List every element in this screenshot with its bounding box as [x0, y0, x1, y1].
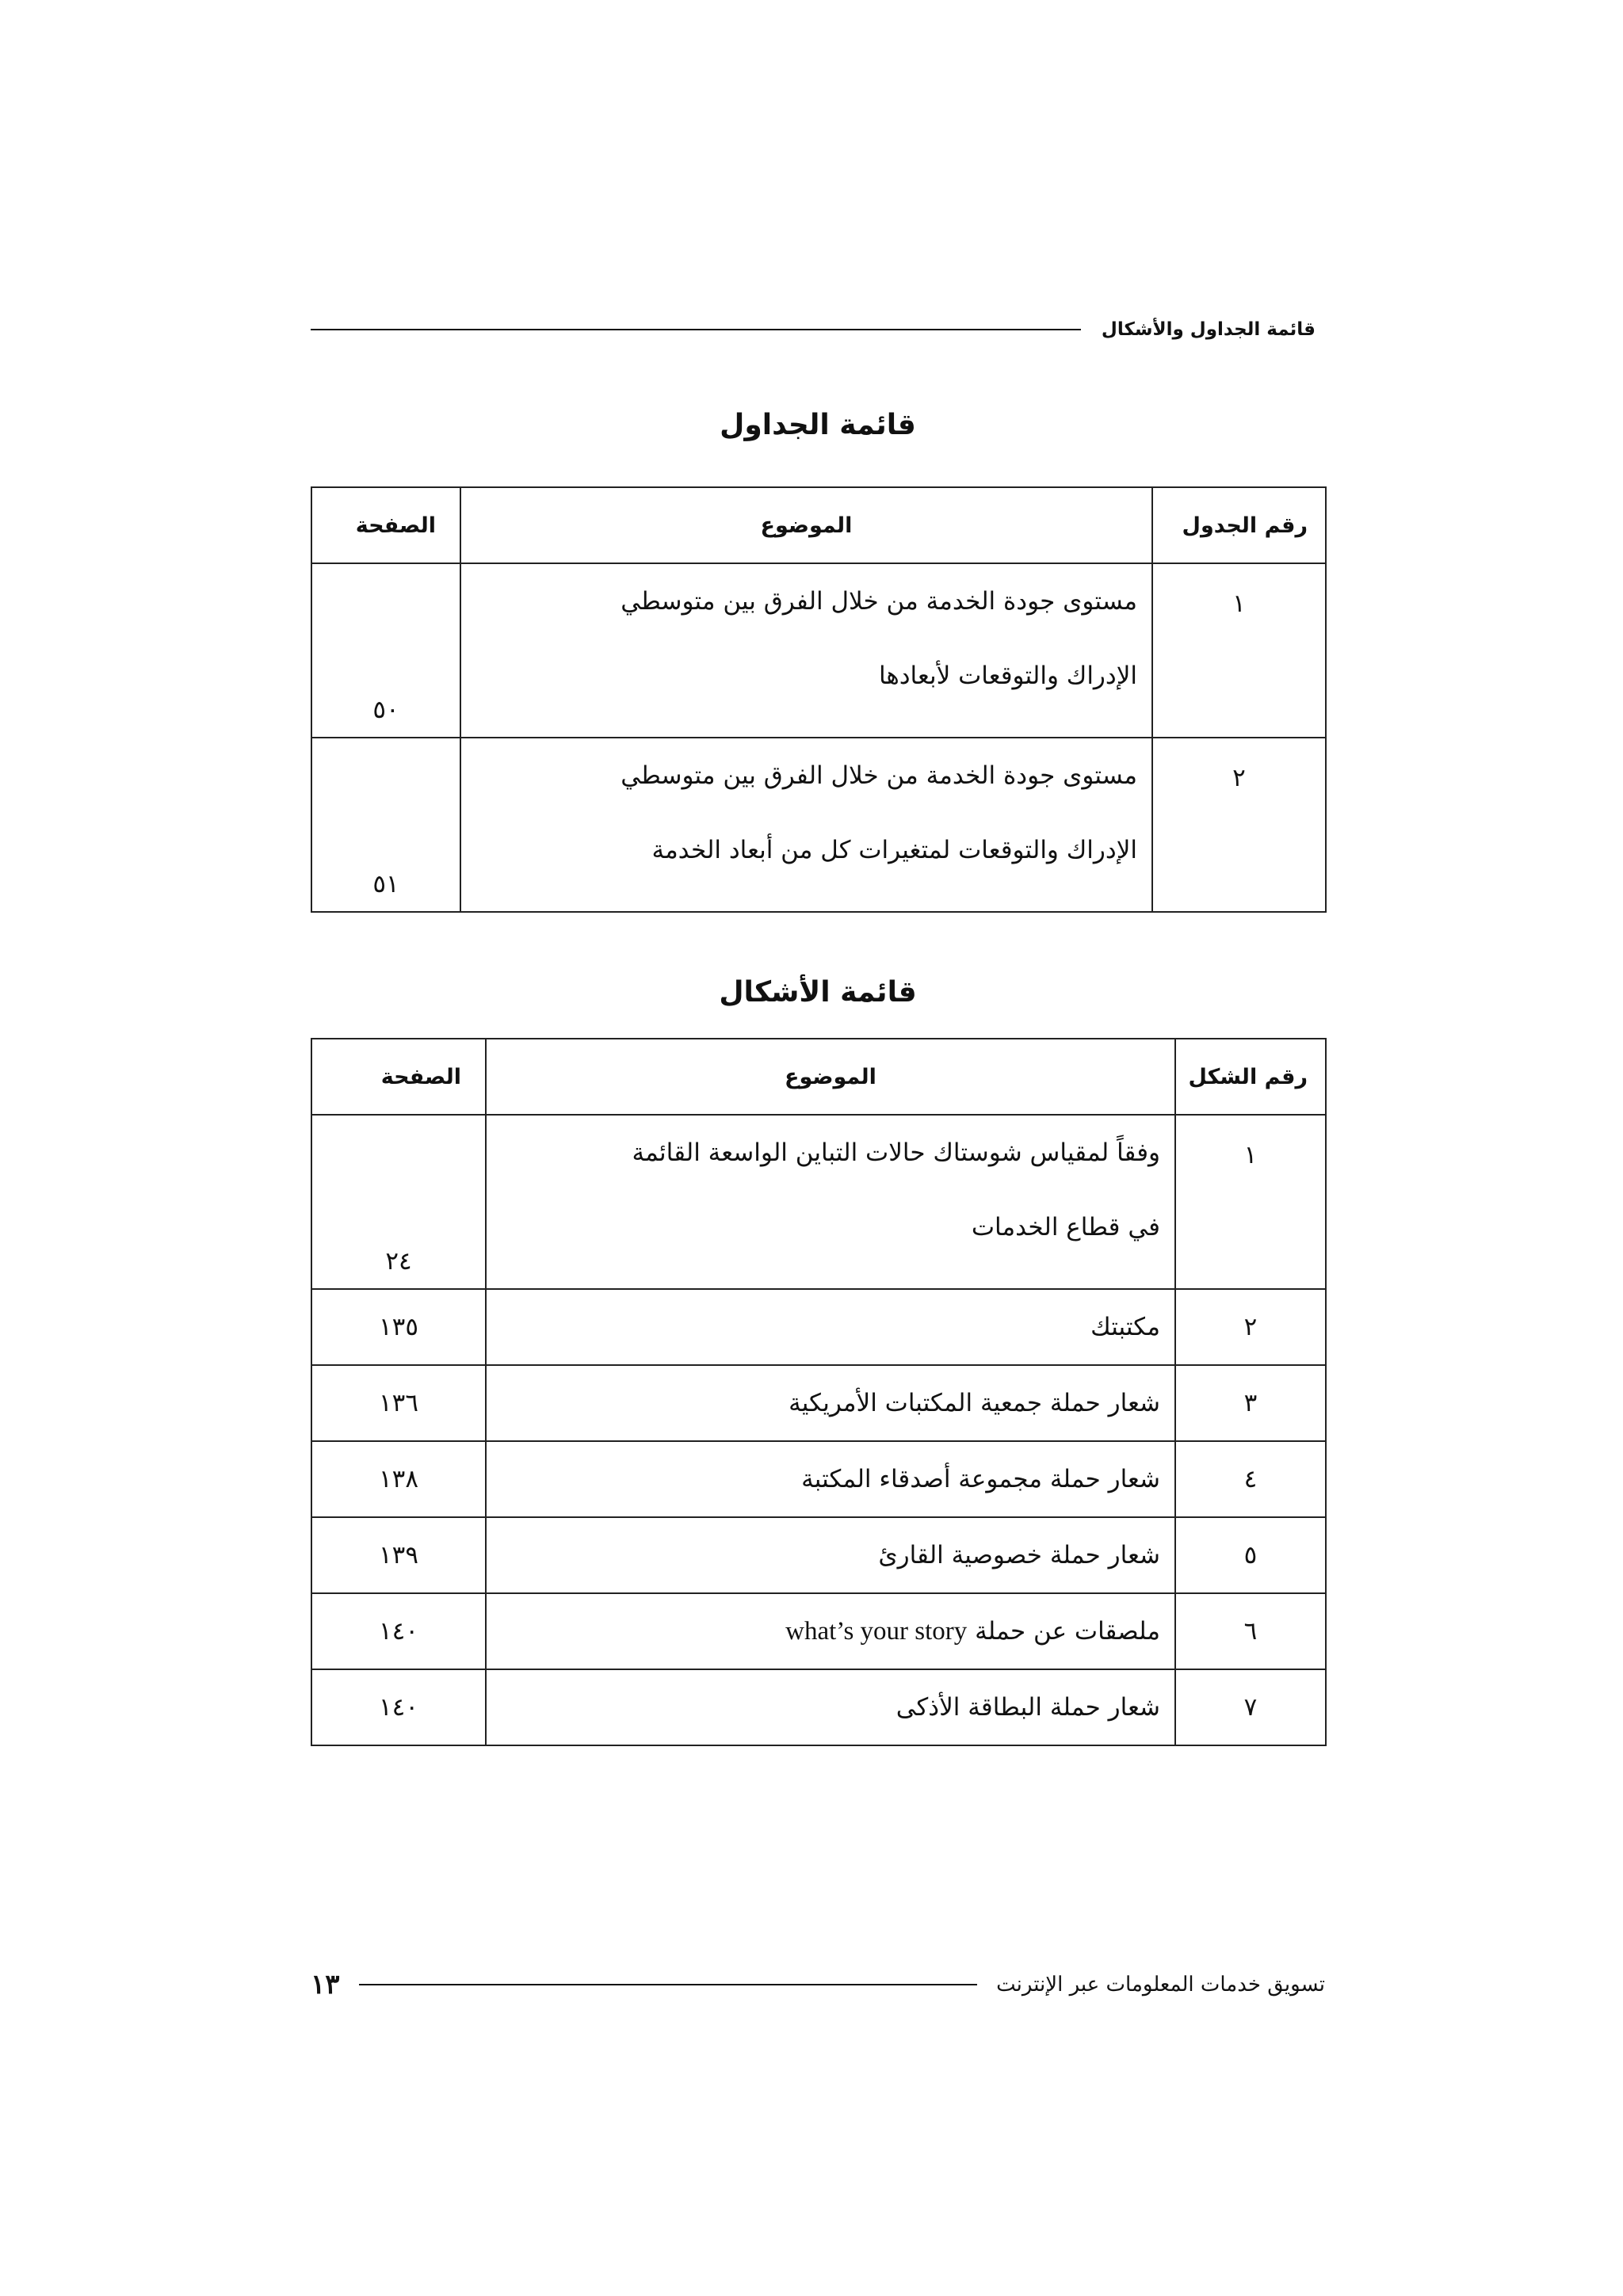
table-header-row [311, 1039, 1326, 1115]
row-subject [486, 1593, 1175, 1669]
column-header-page: الصفحة [311, 487, 460, 563]
row-page: ٢٤ [311, 1115, 486, 1289]
row-number: ٧ [1175, 1669, 1326, 1745]
table-row [311, 1441, 1326, 1517]
column-header-subject: الموضوع [460, 487, 1152, 563]
column-header-page: الصفحة [311, 1039, 486, 1115]
running-header-rule [311, 329, 1081, 330]
figures-list-table [311, 1038, 1327, 1746]
row-page: ١٣٨ [311, 1441, 486, 1517]
row-number: ٤ [1175, 1441, 1326, 1517]
running-header [311, 314, 1316, 345]
row-number: ١ [1175, 1115, 1326, 1289]
row-subject-line: الإدراك والتوقعات لأبعادها [878, 662, 1137, 690]
row-number: ٥ [1175, 1517, 1326, 1593]
row-subject-arabic: ملصقات عن حملة [975, 1617, 1160, 1646]
column-header-number: رقم الشكل [1175, 1039, 1326, 1115]
row-page: ١٤٠ [311, 1593, 486, 1669]
table-header-row [311, 487, 1326, 563]
table-row [311, 738, 1326, 912]
row-subject: شعار حملة البطاقة الأذكى [486, 1669, 1175, 1745]
column-header-subject: الموضوع [486, 1039, 1175, 1115]
row-subject: مكتبتك [486, 1289, 1175, 1365]
running-footer-rule [359, 1984, 978, 1985]
tables-list-table [311, 486, 1327, 913]
table-row [311, 1365, 1326, 1441]
row-subject-line: في قطاع الخدمات [971, 1213, 1160, 1241]
table-row [311, 1289, 1326, 1365]
row-subject-latin: what’s your story [785, 1617, 968, 1646]
row-page: ٥٠ [311, 563, 460, 738]
row-subject: شعار حملة خصوصية القارئ [486, 1517, 1175, 1593]
row-subject [460, 563, 1152, 738]
row-number: ٢ [1175, 1289, 1326, 1365]
row-number: ٢ [1152, 738, 1326, 912]
tables-list-title: قائمة الجداول [720, 409, 916, 441]
running-footer [311, 1965, 1325, 2004]
row-subject-line: مستوى جودة الخدمة من خلال الفرق بين متوسطي [621, 761, 1137, 790]
column-header-number: رقم الجدول [1152, 487, 1326, 563]
book-title: تسويق خدمات المعلومات عبر الإنترنت [996, 1973, 1325, 1997]
row-page: ٥١ [311, 738, 460, 912]
table-row [311, 1669, 1326, 1745]
row-subject-line: وفقاً لمقياس شوستاك حالات التباين الواسعة القائمة [632, 1138, 1160, 1167]
row-number: ٣ [1175, 1365, 1326, 1441]
row-subject-line: الإدراك والتوقعات لمتغيرات كل من أبعاد الخدمة [651, 836, 1137, 864]
running-header-title: قائمة الجداول والأشكال [1101, 319, 1316, 340]
row-subject [486, 1115, 1175, 1289]
row-subject [460, 738, 1152, 912]
row-page: ١٣٥ [311, 1289, 486, 1365]
figures-list-title: قائمة الأشكال [719, 976, 917, 1009]
row-subject: شعار حملة مجموعة أصدقاء المكتبة [486, 1441, 1175, 1517]
row-page: ١٣٩ [311, 1517, 486, 1593]
table-row [311, 563, 1326, 738]
row-subject-line: مستوى جودة الخدمة من خلال الفرق بين متوسطي [621, 587, 1137, 616]
row-page: ١٣٦ [311, 1365, 486, 1441]
table-row [311, 1517, 1326, 1593]
row-page: ١٤٠ [311, 1669, 486, 1745]
table-row [311, 1593, 1326, 1669]
page-number: ١٣ [311, 1969, 340, 2000]
row-number: ١ [1152, 563, 1326, 738]
row-number: ٦ [1175, 1593, 1326, 1669]
table-row [311, 1115, 1326, 1289]
row-subject: شعار حملة جمعية المكتبات الأمريكية [486, 1365, 1175, 1441]
